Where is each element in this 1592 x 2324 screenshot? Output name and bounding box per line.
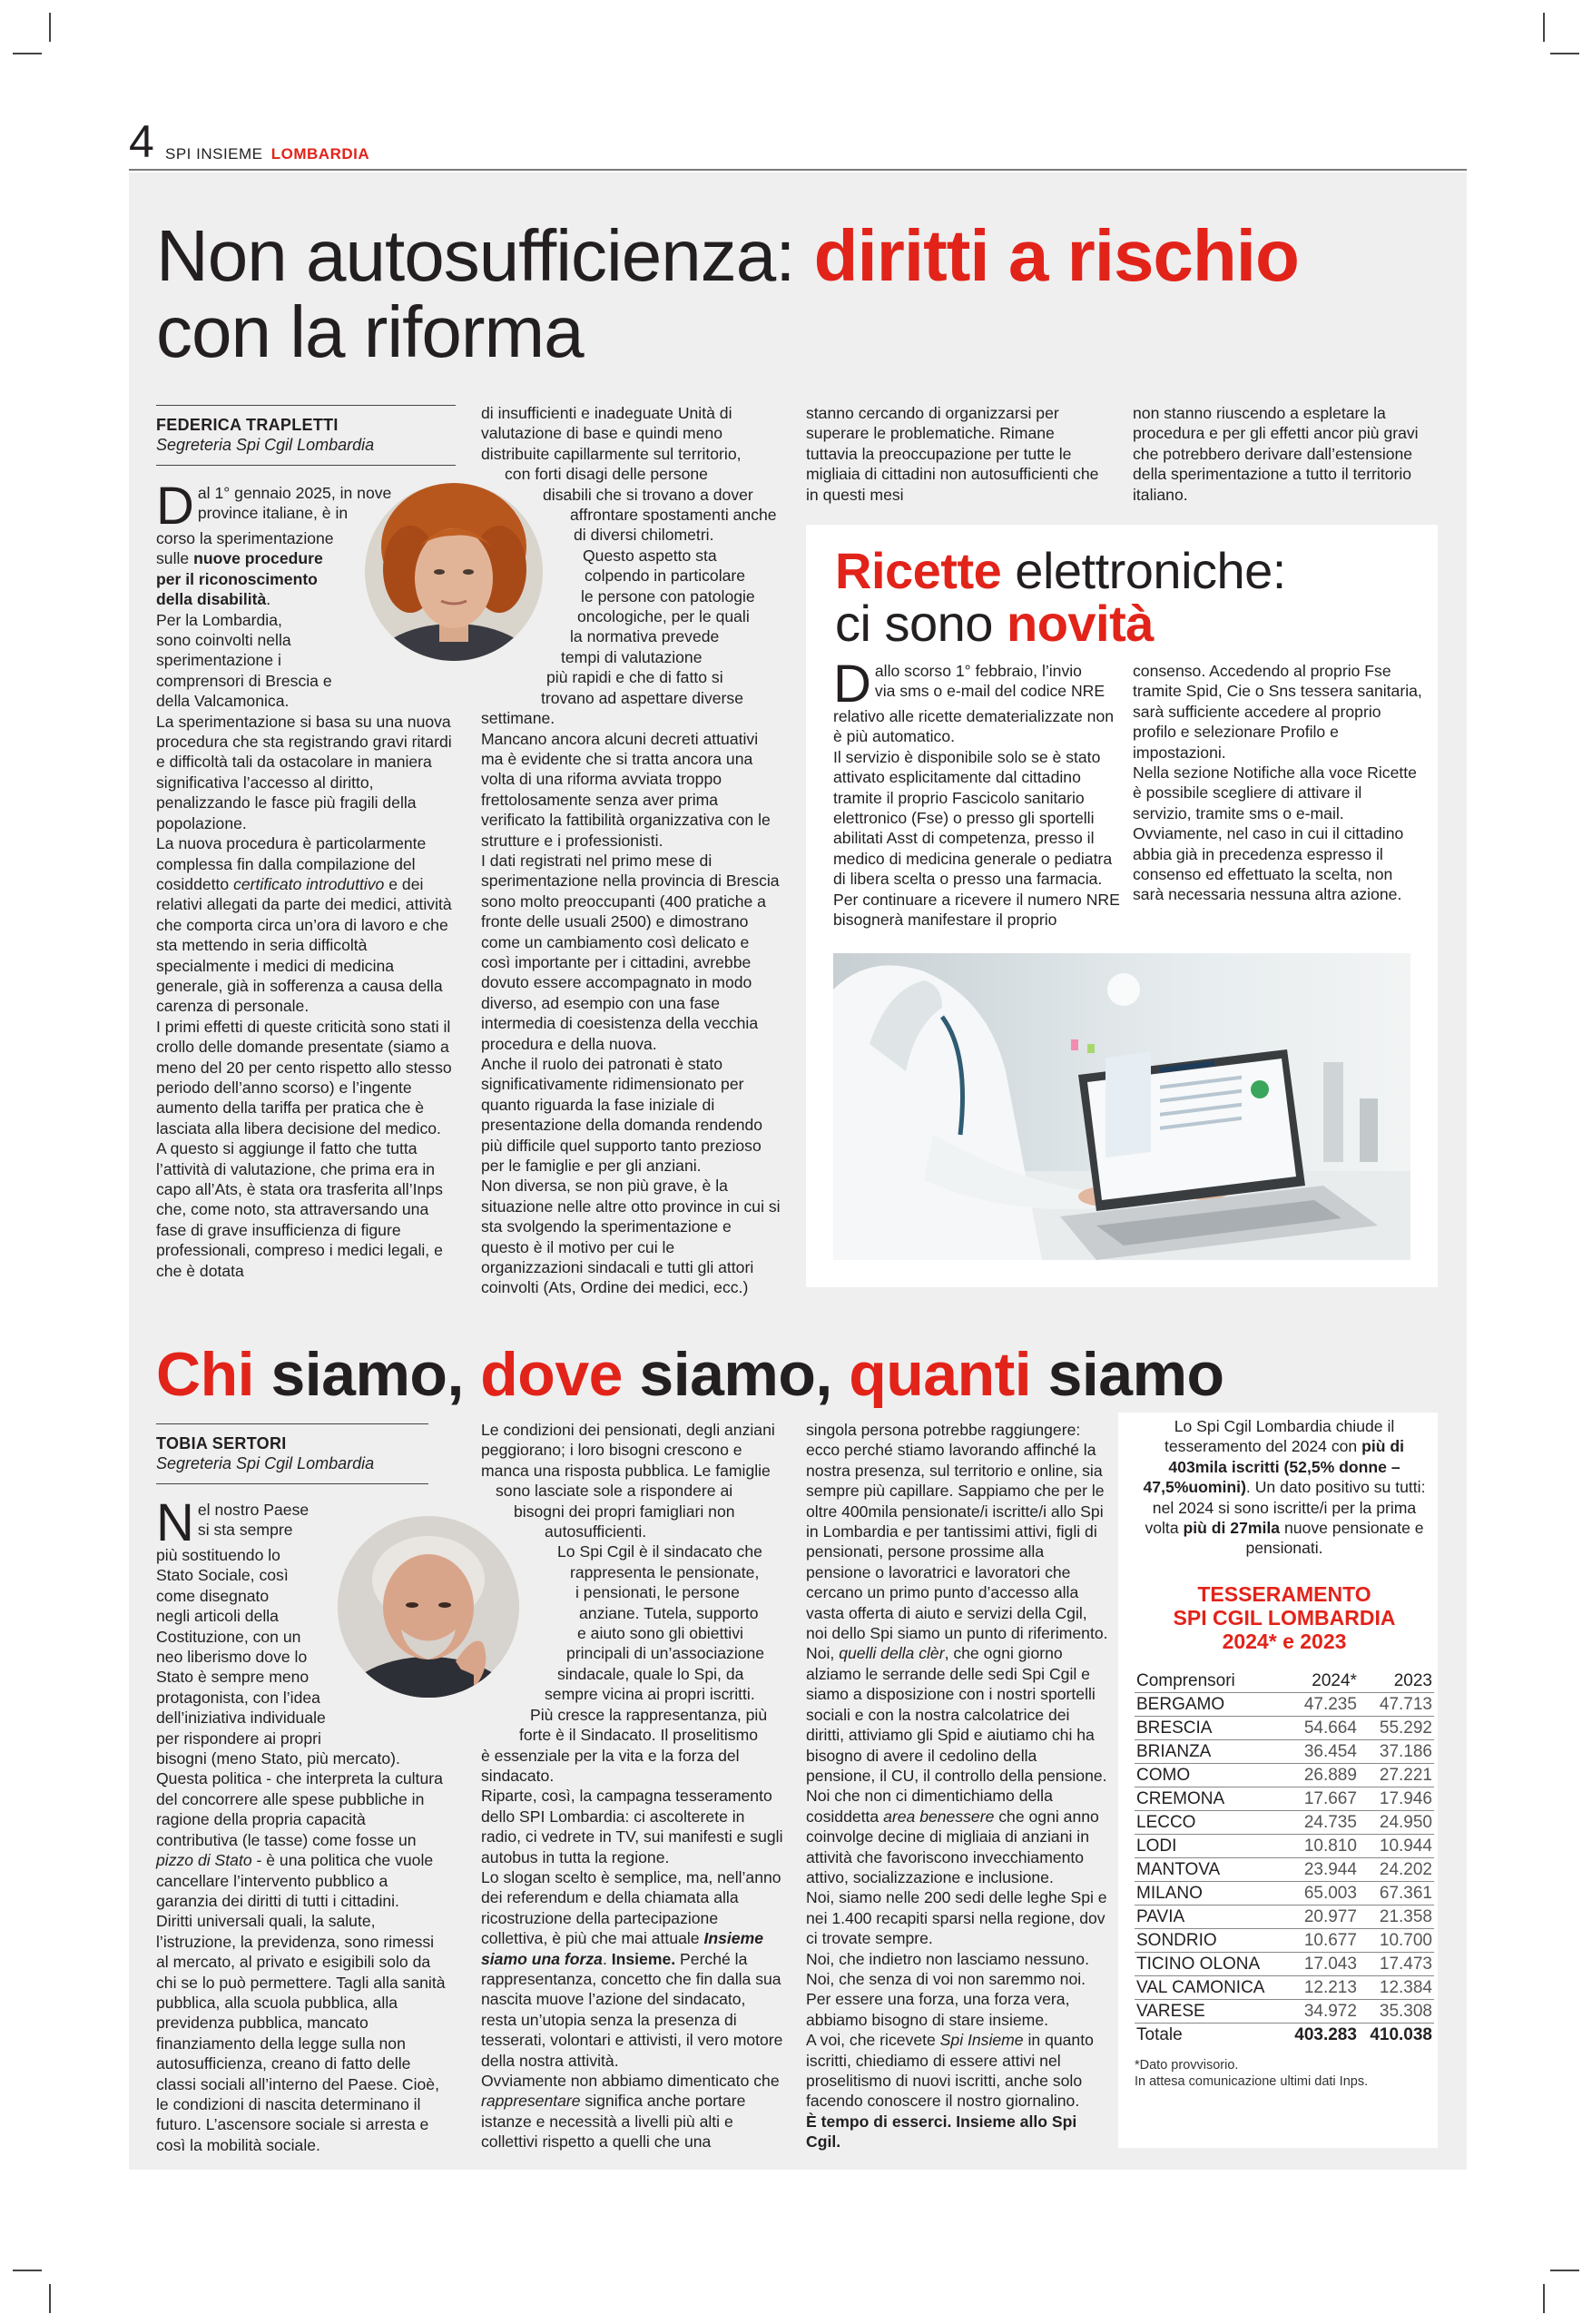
ricette-column-2 — [1133, 661, 1423, 905]
paragraph: Nella sezione Notifiche alla voce Ricette è possibile scegliere di attivare il servizio, tramite sms o e-mail. — [1133, 763, 1417, 822]
table-cell-value: 20.977 — [1283, 1905, 1359, 1928]
tesseramento-section — [1135, 1416, 1434, 2090]
table-cell-label: MILANO — [1135, 1881, 1283, 1905]
paragraph: Noi che non ci dimentichiamo della cosiddetta area benessere che ogni anno coinvolge decine di migliaia di anziani in attività che favoriscono invecchiamento attivo, socializzazione e inclusione. — [806, 1787, 1099, 1886]
table-cell-label: BRIANZA — [1135, 1739, 1283, 1763]
table-row — [1135, 1999, 1434, 2023]
table-cell-value: 55.292 — [1359, 1716, 1434, 1739]
table-cell-value: 2024* — [1283, 1669, 1359, 1693]
ricette-title: Ricette elettroniche: ci sono novità — [835, 542, 1286, 652]
table-cell-label: VARESE — [1135, 1999, 1283, 2023]
paragraph: consenso. Accedendo al proprio Fse tramite Spid, Cie o Sns tessera sanitaria, sarà sufficiente accedere al proprio profilo e selezionare Profilo e impostazioni. — [1133, 662, 1422, 762]
table-cell-value: 26.889 — [1283, 1763, 1359, 1787]
article-column-1: D al 1° gennaio 2025, in nove province italiane, è in corso la sperimentazione sulle nuove procedure per il riconoscimento della disabilità. Per la Lombardia, sono coinvolti nella sperimentazione i comprensori di Brescia e della Valcamonica. La sperimentazione si basa su una nuova procedura che sta registrando gravi ritardi e difficoltà tali da ostacolare in maniera significativa l’accesso al diritto, penalizzando le fasce più fragili della popolazione. La nuova procedura è particolarmente complessa fin dalla compilazione del cosiddetto certificato introduttivo e dei relativi allegati da parte dei medici, attività che comporta circa un’ora di lavoro e che sta mettendo in seria difficoltà specialmente i medici di medicina generale, già in sofferenza a causa della carenza di personale. I primi effetti di queste criticità sono stati il crollo delle domande presentate (siamo a meno del 20 per cento rispetto allo stesso periodo dell’anno scorso) e l’ingente aumento della tariffa per pratica che è lasciata alla libera decisione del medico. A questo si aggiunge il fatto che tutta l’attività di valutazione, che prima era in capo all’Ats, è stata ora trasferita all’Inps che, come noto, sta attraversando una fase di grave insufficienza di figure professionali, compreso i medici legali, e che è dotata — [156, 483, 456, 1281]
table-row — [1135, 1928, 1434, 1952]
table-cell-value: 65.003 — [1283, 1881, 1359, 1905]
table-row — [1135, 1787, 1434, 1810]
table-cell-label: SONDRIO — [1135, 1928, 1283, 1952]
table-row — [1135, 1881, 1434, 1905]
paragraph: Ovviamente non abbiamo dimenticato che rappresentare significa anche portare istanze e necessità a livelli più alti e collettivi rispetto a quelli che una — [481, 2072, 780, 2152]
table-cell-value: 54.664 — [1283, 1716, 1359, 1739]
table-cell-value: 23.944 — [1283, 1857, 1359, 1881]
table-cell-label: PAVIA — [1135, 1905, 1283, 1928]
paragraph: Non diversa, se non più grave, è la situazione nelle altre otto province in cui si sta svolgendo la sperimentazione e questo è il motivo per cui le organizzazioni sindacali e tutti gli attori coinvolti (Ats, Ordine dei medici, ecc.) — [481, 1177, 781, 1297]
table-cell-value: 21.358 — [1359, 1905, 1434, 1928]
paragraph: singola persona potrebbe raggiungere: ecco perché stiamo lavorando affinché la nostra presenza, sul territorio e online, sia sempre più capillare. Sappiamo che per le oltre 400mila pensionate/i iscritte/i allo Spi in Lombardia e per tantissimi attivi, figli di pensionati, persone prossime alla pensione o lavoratrici e lavoratori che cercano un primo punto d’accesso alla vasta offerta di aiuto e servizi della Cgil, noi dello Spi siamo un punto di riferimento. — [806, 1421, 1108, 1643]
article-column-3 — [806, 1420, 1109, 2152]
crop-mark — [49, 2284, 51, 2313]
paragraph: A voi, che ricevete Spi Insieme in quanto iscritti, chiediamo di essere attivi nel proselitismo di nuovi iscritti, anche solo facendo conoscere il nostro giornalino. — [806, 2031, 1094, 2111]
paragraph: I dati registrati nel primo mese di sperimentazione nella provincia di Brescia sono molto preoccupanti (400 pratiche a fronte delle usuali 2500) e dimostrano come un cambiamento così delicato e così importante per i cittadini, avrebbe dovuto essere accompagnato in modo diverso, ad esempio con una fase intermedia di coesistenza della vecchia procedura e della nuova. — [481, 851, 780, 1053]
paragraph: Il servizio è disponibile solo se è stato attivato esplicitamente dal cittadino tramite il proprio Fascicolo sanitario elettronico (Fse) o presso gli sportelli abilitati Asst di competenza, presso il medico di medicina generale o pediatra di libera scelta o presso una farmacia. — [833, 747, 1113, 889]
article-column-1: N el nostro Paese si sta sempre più sostituendo lo Stato Sociale, così come disegnato negli articoli della Costituzione, con un neo liberismo dove lo Stato è sempre meno protagonista, con l’idea dell’iniziativa individuale per rispondere ai propri bisogni (meno Stato, più mercato). Questa politica - che interpreta la cultura del concorrere alle spese pubbliche in ragione della propria capacità contributiva (le tasse) come fosse un pizzo di Stato - è una politica che vuole cancellare l’intervento pubblico a garanzia dei diritti di tutti i cittadini. Diritti universali quali, la salute, l’istruzione, la previdenza, sono rimessi al mercato, al privato e esigibili solo da chi se lo può permettere. Tagli alla sanità pubblica, alla scuola pubblica, alla previdenza pubblica, mancato finanziamento della legge sulla non autosufficienza, creano di fatto delle classi sociali all’interno del Paese. Cioè, le condizioni di nascita determinano il futuro. L’ascensore sociale si arresta e così la mobilità sociale. — [156, 1493, 446, 2154]
paragraph: È tempo di esserci. Insieme allo Spi Cgil. — [806, 2112, 1077, 2152]
table-cell-label: BERGAMO — [1135, 1692, 1283, 1716]
article-column-2: Le condizioni dei pensionati, degli anziani peggiorano; i loro bisogni crescono e manca una risposta pubblica. Le famiglie sono lasciate sole a rispondere ai bisogni dei propri famigliari non autosufficienti. Lo Spi Cgil è il sindacato che rappresenta le pensionate, i pensionati, le persone anziane. Tutela, supporto e aiuto sono gli obiettivi principali di un’associazione sindacale, quale lo Spi, da sempre vicina ai propri iscritti. Più cresce la rappresentanza, più forte è il Sindacato. Il proselitismo è essenziale per la vita e la forza del sindacato. Riparte, così, la campagna tesseramento dello SPI Lombardia: ci ascolterete in radio, ci vedrete in TV, sui manifesti e sugli autobus in tutta la regione. Lo slogan scelto è semplice, ma, nell’anno dei referendum e della chiamata alla ricostruzione della partecipazione collettiva, è più che mai attuale Insieme siamo una forza. Insieme. Perché la rappresentanza, concetto che fin dalla sua nascita muove l’azione del sindacato, resta un’utopia senza la presenza di tesserati, volontari e attivisti, il vero motore della nostra attività. Ovviamente non abbiamo dimenticato che rappresentare significa anche portare istanze e necessità a livelli più alti e collettivi rispetto a quelli che una — [481, 1421, 783, 2152]
paragraph: Questa politica - che interpreta la cultura del concorrere alle spese pubbliche in ragione della propria capacità contributiva (le tasse) come fosse un pizzo di Stato - è una politica che vuole cancellare l’intervento pubblico a garanzia dei diritti di tutti i cittadini. — [156, 1769, 443, 1910]
drop-cap: N — [156, 1493, 194, 1552]
table-cell-value: 27.221 — [1359, 1763, 1434, 1787]
table-row — [1135, 1905, 1434, 1928]
table-row — [1135, 1952, 1434, 1975]
table-cell-value: 10.810 — [1283, 1834, 1359, 1857]
table-cell-label: BRESCIA — [1135, 1716, 1283, 1739]
page-number: 4 — [129, 116, 154, 167]
table-row — [1135, 1692, 1434, 1716]
paragraph: A questo si aggiunge il fatto che tutta l’attività di valutazione, che prima era in capo all’Ats, è stata ora trasferita all’Inps che, come noto, sta attraversando una fase di grave insufficienza di figure professionali, compreso i medici legali, e che è dotata — [156, 1139, 443, 1280]
table-row — [1135, 1810, 1434, 1834]
paragraph: Noi, che indietro non lasciamo nessuno. Noi, che senza di voi non saremmo noi. Per essere una forza, una forza vera, abbiamo bisogno di stare insieme. — [806, 1949, 1089, 2029]
table-cell-value: 410.038 — [1359, 2023, 1434, 2046]
drop-cap: D — [156, 477, 194, 536]
table-row — [1135, 1834, 1434, 1857]
table-cell-label: CREMONA — [1135, 1787, 1283, 1810]
table-row — [1135, 1857, 1434, 1881]
table-cell-value: 67.361 — [1359, 1881, 1434, 1905]
paragraph: Noi, siamo nelle 200 sedi delle leghe Spi e nei 1.400 recapiti sparsi nella regione, dov ci trovate sempre. — [806, 1888, 1107, 1948]
ricette-column-1: D allo scorso 1° febbraio, l’invio via sms o e-mail del codice NRE relativo alle ricette dematerializzate non è più automatico. Il servizio è disponibile solo se è stato attivato esplicitamente dal cittadino tramite il proprio Fascicolo sanitario elettronico (Fse) o presso gli sportelli abilitati Asst di competenza, presso il medico di medicina generale o pediatra di libera scelta o presso una farmacia. Per continuare a ricevere il numero NRE bisognerà manifestare il proprio — [833, 655, 1120, 930]
table-header-row — [1135, 1669, 1434, 1693]
byline — [156, 405, 456, 455]
paragraph: Noi, quelli della clèr, che ogni giorno alziamo le serrande delle sedi Spi Cgil e siamo a disposizione con i nostri sportelli sociali e con la nostra calcolatrice dei diritti, attiviamo gli Spid e aiutiamo chi ha bisogno di avere il cedolino della pensione, il CU, il controllo della pensione. — [806, 1644, 1107, 1785]
paragraph: Mancano ancora alcuni decreti attuativi ma è evidente che si tratta ancora una volta di una riforma avviata troppo frettolosamente senza aver prima verificato la fattibilità organizzativa con le strutture e i professionisti. — [481, 729, 771, 850]
crop-mark — [13, 53, 42, 54]
author-role: Segreteria Spi Cgil Lombardia — [156, 436, 375, 454]
paragraph: Per continuare a ricevere il numero NRE bisognerà manifestare il proprio — [833, 890, 1120, 930]
tesseramento-intro: Lo Spi Cgil Lombardia chiude il tesseramento del 2024 con più di 403mila iscritti (52,5% donne – 47,5%uomini). Un dato positivo su tutti: nel 2024 si sono iscritte/i per la prima volta più di 27mila nuove pensionate e pensionati. — [1143, 1417, 1426, 1558]
table-cell-value: 10.677 — [1283, 1928, 1359, 1952]
table-cell-label: LECCO — [1135, 1810, 1283, 1834]
author-name: FEDERICA TRAPLETTI — [156, 416, 339, 434]
publication-region: LOMBARDIA — [270, 145, 370, 162]
publication-title — [165, 145, 369, 163]
byline-divider — [156, 465, 456, 466]
crop-mark — [13, 2270, 42, 2271]
byline — [156, 1423, 428, 1473]
article-column-4: non stanno riuscendo a espletare la procedura e per gli effetti ancor più gravi che potrebbero derivare dall’estensione della sperimentazione a tutto il territorio italiano. — [1133, 404, 1419, 504]
paragraph: Lo slogan scelto è semplice, ma, nell’anno dei referendum e della chiamata alla ricostruzione della partecipazione collettiva, è più che mai attuale Insieme siamo una forza. Insieme. Perché la rappresentanza, concetto che fin dalla sua nascita muove l’azione del sindacato, resta un’utopia senza la presenza di tesserati, volontari e attivisti, il vero motore della nostra attività. — [481, 1867, 783, 2070]
table-cell-label: TICINO OLONA — [1135, 1952, 1283, 1975]
table-cell-value: 12.384 — [1359, 1975, 1434, 1999]
table-cell-value: 17.043 — [1283, 1952, 1359, 1975]
table-cell-value: 24.202 — [1359, 1857, 1434, 1881]
table-total-row — [1135, 2023, 1434, 2046]
table-row — [1135, 1975, 1434, 1999]
table-cell-value: 47.713 — [1359, 1692, 1434, 1716]
crop-mark — [1543, 2284, 1545, 2313]
table-cell-label: LODI — [1135, 1834, 1283, 1857]
table-cell-value: 17.946 — [1359, 1787, 1434, 1810]
paragraph: Riparte, così, la campagna tesseramento dello SPI Lombardia: ci ascolterete in radio, ci vedrete in TV, sui manifesti e sugli autobus in tutta la regione. — [481, 1787, 783, 1866]
article-column-2: di insufficienti e inadeguate Unità di valutazione di base e quindi meno distribuite capillarmente sul territorio, con forti disagi delle persone disabili che si trovano a dover affrontare spostamenti anche di diversi chilometri. Questo aspetto sta colpendo in particolare le persone con patologie oncologiche, per le quali la normativa prevede tempi di valutazione più rapidi e che di fatto si trovano ad aspettare diverse settimane. Mancano ancora alcuni decreti attuativi ma è evidente che si tratta ancora una volta di una riforma avviata troppo frettolosamente senza aver prima verificato la fattibilità organizzativa con le strutture e i professionisti. I dati registrati nel primo mese di sperimentazione nella provincia di Brescia sono molto preoccupanti (400 pratiche a fronte delle usuali 2500) e dimostrano come un cambiamento così delicato e così importante per i cittadini, avrebbe dovuto essere accompagnato in modo diverso, ad esempio con una fase intermedia di coesistenza della vecchia procedura e della nuova. Anche il ruolo dei patronati è stato significativamente ridimensionato per quanto riguarda la fase iniziale di presentazione della domanda rendendo più difficile quel supporto tanto prezioso per le famiglie e per gli anziani. Non diversa, se non più grave, è la situazione nelle altre otto province in cui si sta svolgendo la sperimentazione e questo è il motivo per cui le organizzazioni sindacali e tutti gli attori coinvolti (Ats, Ordine dei medici, ecc.) — [481, 404, 781, 1297]
crop-mark — [1550, 2270, 1579, 2271]
tesseramento-note: *Dato provvisorio. In attesa comunicazione ultimi dati Inps. — [1135, 2057, 1369, 2089]
table-cell-value: 17.667 — [1283, 1787, 1359, 1810]
paragraph: Ovviamente, nel caso in cui il cittadino abbia già in precedenza espresso il consenso ed effettuato la scelta, non sarà necessaria nessuna altra azione. — [1133, 824, 1404, 904]
table-row — [1135, 1716, 1434, 1739]
table-cell-value: 10.944 — [1359, 1834, 1434, 1857]
table-cell-value: 34.972 — [1283, 1999, 1359, 2023]
tesseramento-title: TESSERAMENTO SPI CGIL LOMBARDIA 2024* e 2023 — [1173, 1581, 1396, 1653]
table-cell-value: 10.700 — [1359, 1928, 1434, 1952]
byline-divider — [156, 1483, 428, 1484]
table-row — [1135, 1739, 1434, 1763]
paragraph: La nuova procedura è particolarmente complessa fin dalla compilazione del cosiddetto certificato introduttivo e dei relativi allegati da parte dei medici, attività che comporta circa un’ora di lavoro e che sta mettendo in seria difficoltà specialmente i medici di medicina generale, già in sofferenza a causa della carenza di personale. — [156, 834, 452, 1016]
crop-mark — [49, 13, 51, 42]
table-cell-label: VAL CAMONICA — [1135, 1975, 1283, 1999]
table-cell-value: 12.213 — [1283, 1975, 1359, 1999]
drop-cap: D — [833, 655, 871, 714]
article-headline: Chi siamo, dove siamo, quanti siamo — [156, 1340, 1224, 1409]
table-cell-label: Comprensori — [1135, 1669, 1283, 1693]
crop-mark — [1550, 53, 1579, 54]
table-cell-label: COMO — [1135, 1763, 1283, 1787]
article-column-3: stanno cercando di organizzarsi per superare le problematiche. Rimane tuttavia la preoccupazione per tutte le migliaia di cittadini non autosufficienti che in questi mesi — [806, 404, 1099, 504]
crop-mark — [1543, 13, 1545, 42]
table-cell-label: MANTOVA — [1135, 1857, 1283, 1881]
author-role: Segreteria Spi Cgil Lombardia — [156, 1454, 375, 1472]
paragraph: La sperimentazione si basa su una nuova procedura che sta registrando gravi ritardi e difficoltà tali da ostacolare in maniera significativa l’accesso al diritto, penalizzando le fasce più fragili della popolazione. — [156, 712, 452, 832]
author-name: TOBIA SERTORI — [156, 1434, 287, 1452]
article-headline: Non autosufficienza: diritti a rischio con la riforma — [156, 215, 1299, 372]
table-cell-value: 47.235 — [1283, 1692, 1359, 1716]
paragraph: Diritti universali quali, la salute, l’istruzione, la previdenza, sono rimessi al mercato, al privato e esigibili solo da chi se lo può permettere. Tagli alla sanità pubblica, alla scuola pubblica, alla previdenza pubblica, mancato finanziamento della legge sulla non autosufficienza, creano di fatto delle classi sociali all’interno del Paese. Cioè, le condizioni di nascita determinano il futuro. L’ascensore sociale si arresta e così la mobilità sociale. — [156, 1912, 446, 2154]
paragraph: I primi effetti di queste criticità sono stati il crollo delle domande presentate (siamo a meno del 20 per cento rispetto allo stesso periodo dell’anno scorso) e l’ingente aumento della tariffa per pratica che è lasciata alla libera decisione del medico. — [156, 1017, 452, 1137]
table-cell-value: 17.473 — [1359, 1952, 1434, 1975]
running-header — [129, 118, 1467, 171]
table-cell-value: 24.735 — [1283, 1810, 1359, 1834]
table-row — [1135, 1763, 1434, 1787]
table-cell-value: 24.950 — [1359, 1810, 1434, 1834]
publication-name: SPI INSIEME — [165, 145, 263, 162]
table-cell-label: Totale — [1135, 2023, 1283, 2046]
tesseramento-table — [1135, 1669, 1434, 2046]
table-cell-value: 37.186 — [1359, 1739, 1434, 1763]
table-cell-value: 403.283 — [1283, 2023, 1359, 2046]
table-cell-value: 2023 — [1359, 1669, 1434, 1693]
table-cell-value: 35.308 — [1359, 1999, 1434, 2023]
table-cell-value: 36.454 — [1283, 1739, 1359, 1763]
doctor-laptop-photo — [833, 953, 1410, 1260]
paragraph: Anche il ruolo dei patronati è stato significativamente ridimensionato per quanto riguarda la fase iniziale di presentazione della domanda rendendo più difficile quel supporto tanto prezioso per le famiglie e per gli anziani. — [481, 1055, 763, 1176]
